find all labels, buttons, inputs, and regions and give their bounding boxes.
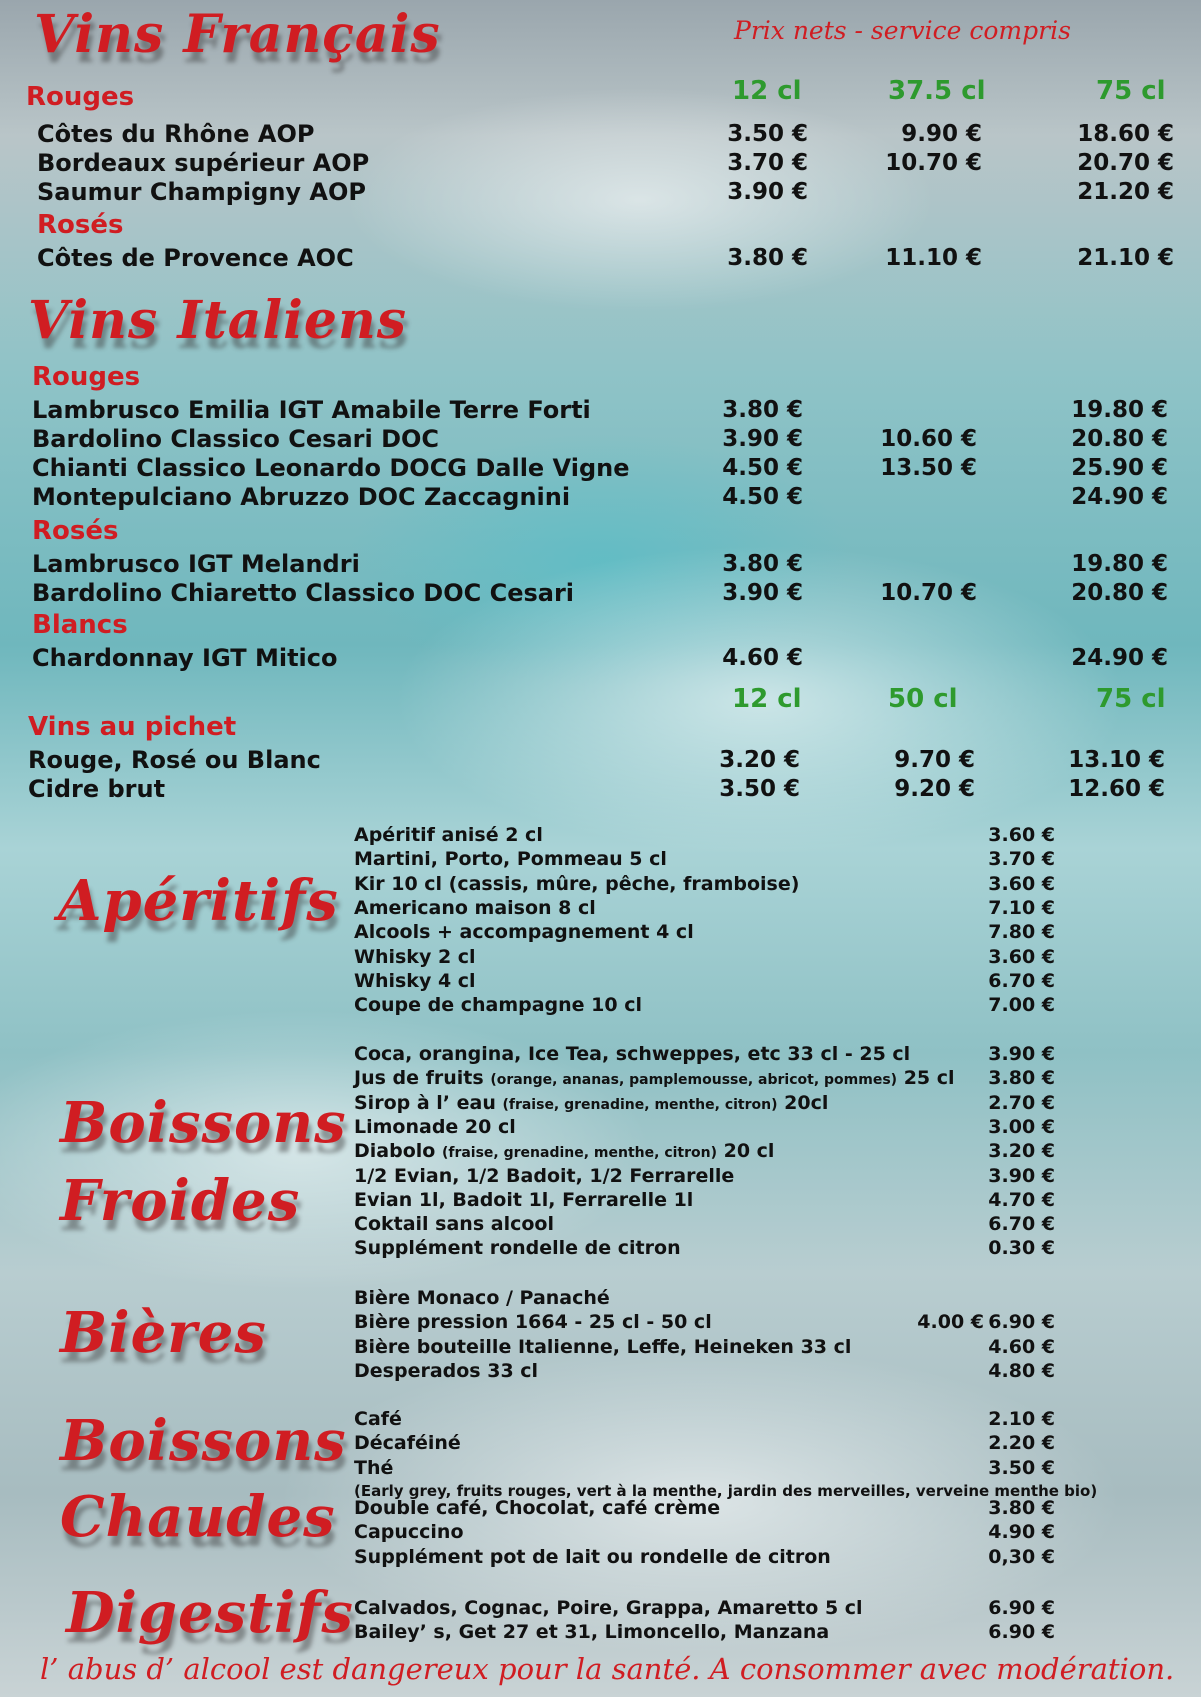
menu-item: Kir 10 cl (cassis, mûre, pêche, framboise) (354, 872, 800, 895)
menu-item: Bière bouteille Italienne, Leffe, Heineken 33 cl (354, 1335, 852, 1358)
wine-price: 3.50 € (727, 121, 808, 147)
fr-size-75: 75 cl (1096, 76, 1166, 106)
pichet-size-75: 75 cl (1096, 684, 1166, 714)
wine-price: 3.80 € (727, 245, 808, 271)
prix-note: Prix nets - service compris (734, 16, 1071, 45)
menu-item-price: 4.90 € (988, 1521, 1055, 1544)
pichet-size-12: 12 cl (732, 684, 802, 714)
wine-price: 13.50 € (880, 455, 977, 481)
wine-price: 24.90 € (1071, 645, 1168, 671)
wine-name: Bardolino Chiaretto Classico DOC Cesari (32, 579, 575, 607)
menu-item: Coupe de champagne 10 cl (354, 994, 643, 1017)
wine-price: 18.60 € (1077, 121, 1174, 147)
wine-price: 4.60 € (722, 645, 803, 671)
menu-item-price: 6.90 € (988, 1311, 1055, 1334)
wine-price: 4.50 € (722, 484, 803, 510)
menu-item: Supplément pot de lait ou rondelle de citron (354, 1545, 831, 1568)
menu-item-name: Evian 1l, Badoit 1l, Ferrarelle 1l (354, 1188, 694, 1211)
title-bieres: Bières (60, 1300, 267, 1366)
wine-price: 3.70 € (727, 150, 808, 176)
title-boissons-chaudes-2: Chaudes (60, 1484, 336, 1550)
menu-item (354, 1189, 693, 1211)
menu-item-name: Coktail sans alcool (354, 1213, 554, 1236)
menu-item-price: 2.20 € (988, 1432, 1055, 1455)
menu-item-price: 3.60 € (988, 872, 1055, 895)
menu-item-price: 4.60 € (988, 1335, 1055, 1358)
pichet-size-50: 50 cl (888, 684, 958, 714)
menu-item (354, 1092, 828, 1114)
wine-price: 10.60 € (880, 426, 977, 452)
menu-item-name: Supplément rondelle de citron (354, 1237, 681, 1260)
menu-item: Martini, Porto, Pommeau 5 cl (354, 848, 667, 871)
menu-item: Café (354, 1408, 402, 1430)
menu-item-price: 3.60 € (988, 824, 1055, 846)
title-boissons-froides-2: Froides (60, 1168, 301, 1234)
wine-price: 19.80 € (1071, 397, 1168, 423)
menu-item-suffix: 20 cl (717, 1140, 775, 1163)
fr-size-12: 12 cl (732, 76, 802, 106)
menu-item: Bière Monaco / Panaché (354, 1287, 610, 1309)
wine-price: 21.10 € (1077, 245, 1174, 271)
menu-item: Apéritif anisé 2 cl (354, 824, 543, 846)
menu-item (354, 1213, 554, 1235)
it-rouges-label: Rouges (32, 362, 141, 392)
menu-item-price: 3.80 € (988, 1496, 1055, 1519)
menu-item (354, 1043, 910, 1065)
footer-warning: l’ abus d’ alcool est dangereux pour la santé. A consommer avec modération. (40, 1652, 1175, 1686)
wine-price: 9.20 € (894, 776, 975, 802)
wine-price: 4.50 € (722, 455, 803, 481)
menu-item-price: 6.90 € (988, 1621, 1055, 1644)
menu-item-price: 6.70 € (988, 969, 1055, 992)
menu-item-detail: (fraise, grenadine, menthe, citron) (502, 1096, 778, 1113)
menu-item (354, 1140, 774, 1162)
menu-item-price: 0.30 € (988, 1237, 1055, 1260)
wine-name: Montepulciano Abruzzo DOC Zaccagnini (32, 483, 571, 511)
menu-item-name: Diabolo (354, 1140, 442, 1163)
menu-item: Double café, Chocolat, café crème (354, 1496, 721, 1519)
menu-item-price-small: 4.00 € (917, 1311, 984, 1334)
wine-name: Bordeaux supérieur AOP (37, 149, 370, 177)
menu-item-name: 1/2 Evian, 1/2 Badoit, 1/2 Ferrarelle (354, 1164, 735, 1187)
wine-price: 24.90 € (1071, 484, 1168, 510)
menu-item-price: 2.10 € (988, 1408, 1055, 1430)
menu-item-price: 6.70 € (988, 1213, 1055, 1236)
fr-size-37: 37.5 cl (888, 76, 986, 106)
menu-item-price: 3.60 € (988, 945, 1055, 968)
menu-item-name: Jus de fruits (354, 1067, 491, 1090)
title-boissons-froides-1: Boissons (60, 1090, 347, 1156)
menu-item-price: 7.00 € (988, 994, 1055, 1017)
wine-name: Chianti Classico Leonardo DOCG Dalle Vigne (32, 454, 630, 482)
title-aperitifs: Apéritifs (58, 868, 339, 934)
menu-item-price: 7.80 € (988, 921, 1055, 944)
wine-price: 20.80 € (1071, 426, 1168, 452)
menu-item-suffix: 20cl (777, 1091, 829, 1114)
it-roses-label: Rosés (32, 516, 119, 546)
menu-item-price: 3.90 € (988, 1164, 1055, 1187)
title-digestifs: Digestifs (66, 1580, 354, 1646)
menu-item: Alcools + accompagnement 4 cl (354, 921, 694, 944)
wine-name: Côtes du Rhône AOP (37, 120, 315, 148)
fr-roses-label: Rosés (37, 210, 124, 240)
menu-item-name: Sirop à l’ eau (354, 1091, 503, 1114)
menu-item-price: 3.80 € (988, 1067, 1055, 1090)
menu-item: Whisky 4 cl (354, 969, 476, 992)
wine-name: Saumur Champigny AOP (37, 178, 366, 206)
menu-item-price: 3.20 € (988, 1140, 1055, 1163)
title-vins-italiens: Vins Italiens (28, 290, 408, 351)
menu-item: Desperados 33 cl (354, 1359, 539, 1382)
wine-price: 3.90 € (722, 580, 803, 606)
wine-name: Lambrusco IGT Melandri (32, 550, 360, 578)
menu-item-suffix: 25 cl (897, 1067, 955, 1090)
wine-price: 20.80 € (1071, 580, 1168, 606)
menu-item-name: Coca, orangina, Ice Tea, schweppes, etc 33 cl - 25 cl (354, 1043, 911, 1065)
the-detail: (Early grey, fruits rouges, vert à la menthe, jardin des merveilles, verveine menthe bio) (354, 1482, 1098, 1500)
wine-price: 3.80 € (722, 397, 803, 423)
menu-item: Calvados, Cognac, Poire, Grappa, Amaretto 5 cl (354, 1597, 863, 1619)
wine-name: Chardonnay IGT Mitico (32, 644, 338, 672)
wine-name: Côtes de Provence AOC (37, 244, 354, 272)
pichet-label: Vins au pichet (28, 712, 237, 742)
menu-item-price: 3.00 € (988, 1115, 1055, 1138)
wine-price: 12.60 € (1068, 776, 1165, 802)
wine-price: 10.70 € (880, 580, 977, 606)
menu-item-name: Limonade 20 cl (354, 1115, 516, 1138)
menu-item: Décaféiné (354, 1432, 461, 1455)
menu-item: Thé (354, 1456, 394, 1479)
wine-price: 9.90 € (901, 121, 982, 147)
wine-price: 3.90 € (722, 426, 803, 452)
menu-item (354, 1165, 734, 1187)
wine-name: Cidre brut (28, 775, 166, 803)
wine-price: 3.20 € (719, 747, 800, 773)
wine-name: Rouge, Rosé ou Blanc (28, 746, 321, 774)
menu-item-price: 0,30 € (988, 1545, 1055, 1568)
menu-item: Capuccino (354, 1521, 464, 1544)
title-vins-francais: Vins Français (34, 4, 441, 65)
title-boissons-chaudes-1: Boissons (60, 1408, 347, 1474)
menu-item-price: 3.90 € (988, 1043, 1055, 1065)
wine-price: 3.80 € (722, 551, 803, 577)
wine-price: 3.50 € (719, 776, 800, 802)
menu-item-price: 3.50 € (988, 1456, 1055, 1479)
fr-rouges-label: Rouges (26, 82, 135, 112)
wine-price: 13.10 € (1068, 747, 1165, 773)
it-blancs-label: Blancs (32, 610, 128, 640)
menu-item: Bailey’ s, Get 27 et 31, Limoncello, Manzana (354, 1621, 830, 1644)
menu-item-price: 7.10 € (988, 896, 1055, 919)
menu-item (354, 1116, 516, 1138)
wine-price: 21.20 € (1077, 179, 1174, 205)
menu-item-price: 2.70 € (988, 1091, 1055, 1114)
menu-item-price: 4.70 € (988, 1188, 1055, 1211)
menu-item-price: 4.80 € (988, 1359, 1055, 1382)
wine-name: Bardolino Classico Cesari DOC (32, 425, 440, 453)
wine-price: 9.70 € (894, 747, 975, 773)
wine-price: 20.70 € (1077, 150, 1174, 176)
menu-item (354, 1237, 681, 1259)
wine-price: 11.10 € (885, 245, 982, 271)
menu-item: Bière pression 1664 - 25 cl - 50 cl (354, 1311, 712, 1334)
wine-price: 3.90 € (727, 179, 808, 205)
wine-price: 25.90 € (1071, 455, 1168, 481)
wine-price: 10.70 € (885, 150, 982, 176)
menu-item: Americano maison 8 cl (354, 896, 596, 919)
menu-item-price: 3.70 € (988, 848, 1055, 871)
menu-item-detail: (fraise, grenadine, menthe, citron) (441, 1145, 717, 1162)
menu-item-price: 6.90 € (988, 1597, 1055, 1619)
menu-item-detail: (orange, ananas, pamplemousse, abricot, pommes) (490, 1072, 898, 1089)
wine-price: 19.80 € (1071, 551, 1168, 577)
menu-item (354, 1067, 955, 1089)
wine-name: Lambrusco Emilia IGT Amabile Terre Forti (32, 396, 591, 424)
menu-item: Whisky 2 cl (354, 945, 476, 968)
